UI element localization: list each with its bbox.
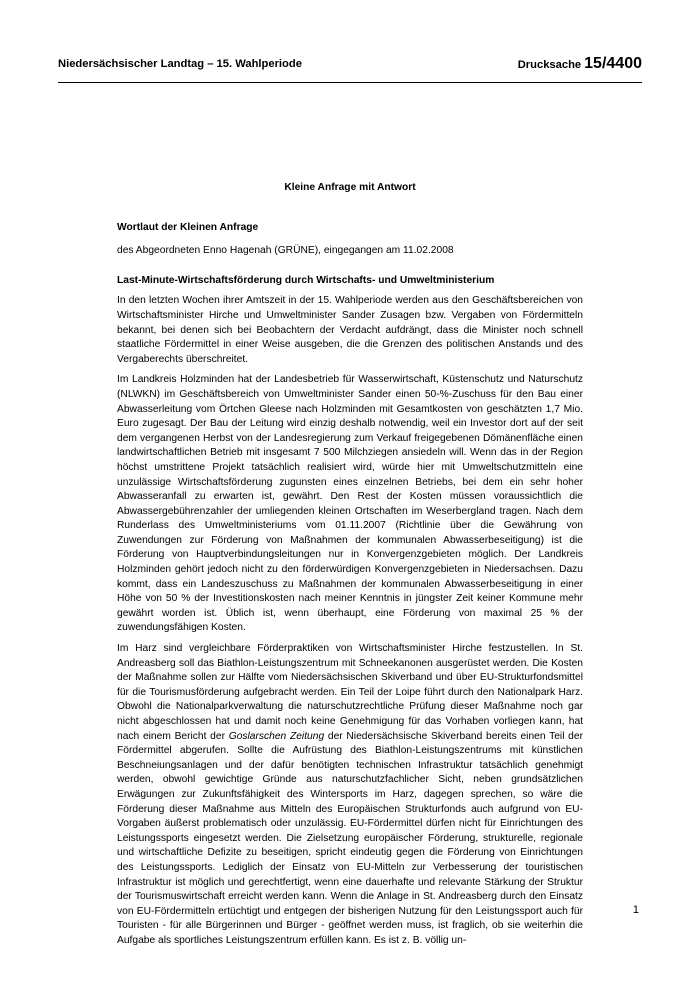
document-body	[117, 181, 583, 955]
document-type: Kleine Anfrage mit Antwort	[284, 182, 416, 193]
header-rule	[58, 82, 642, 83]
document-reference	[518, 55, 642, 73]
page-number: 1	[632, 904, 639, 916]
paragraph-3	[117, 642, 583, 948]
document-label: Drucksache	[517, 59, 582, 71]
paragraph-2: Im Landkreis Holzminden hat der Landesbetrieb für Wasserwirtschaft, Küstenschutz und Naturschutz (NLWKN) im Geschäftsbereich von Umweltminister Sander einen 50-%-Zuschuss für den Bau einer Abwasserleitung vom Örtchen Gleese nach Holzminden mit Gesamtkosten von geschätzten 1,7 Mio. Euro zugesagt. Der Bau der Leitung wird einzig deshalb notwendig, weil ein Investor dort auf der seit dem vergangenen Herbst von der Landesregierung zum Verkauf freigegebenen Dömänenfläche einen landwirtschaftlichen Betrieb mit insgesamt 7 500 Milchziegen ansiedeln will. Wenn das in der Region höchst umstrittene Projekt tatsächlich realisiert wird, würde hier mit Umweltschutzmitteln eine unzulässige Wirtschaftsförderung zugunsten eines einzelnen Betriebs, bei dem ein sehr hoher Abwasseranfall zu erwarten ist, gewährt. Den Rest der Kosten müssen voraussichtlich die Abwassergebührenzahler der umliegenden kleinen Ortschaften im Weserbergland tragen. Nach dem Runderlass des Umweltministeriums vom 01.11.2007 (Richtlinie über die Gewährung von Zuwendungen zur Förderung von Maßnahmen der kommunalen Abwasserbeseitigung) ist die Förderung von Hauptverbindungsleitungen nur in Konvergenzgebieten möglich. Der Landkreis Holzminden gehört jedoch nicht zu den förderwürdigen Konvergenzgebieten in Niedersachsen. Dazu kommt, dass ein Landeszuschuss zu Maßnahmen der kommunalen Abwasserbeseitigung in einer Höhe von 50 % der Investitionskosten nach meiner Kenntnis in jüngster Zeit keiner Kommune mehr gewährt worden ist. Üblich ist, wenn überhaupt, eine Förderung von maximal 25 % der zuwendungsfähigen Kosten.	[117, 374, 583, 634]
document-number: 15/4400	[584, 55, 642, 72]
paragraph-1: In den letzten Wochen ihrer Amtszeit in der 15. Wahlperiode werden aus den Geschäftsbereichen von Wirtschaftsminister Hirche und Umweltminister Sander Zusagen bzw. Vergaben von Fördermitteln bekannt, bei denen sich bei Beobachtern der Verdacht aufdrängt, dass die Minister noch schnell staatliche Fördermittel in einer Weise ausgeben, die die Grenzen des politischen Anstands und des Vergaberechts überschreitet.	[117, 295, 583, 365]
submission-info: des Abgeordneten Enno Hagenah (GRÜNE), eingegangen am 11.02.2008	[117, 245, 454, 257]
paragraph-3-part-a: Im Harz sind vergleichbare Förderpraktiken von Wirtschaftsminister Hirche festzustellen. In St. Andreasberg soll das Biathlon-Leistungszentrum mit Schneekanonen ausgerüstet werden. Die Kosten der Maßnahme sollen zur Hälfte vom Niedersächsischen Skiverband und über EU-Strukturfondsmittel für die Tourismusförderung aufgebracht werden. Ein Teil der Loipe führt durch den Nationalpark Harz. Obwohl die Nationalparkverwaltung die naturschutzrechtliche Prüfung dieser Maßnahme noch gar nicht abgeschlossen hat und damit noch keine Genehmigung für das Vorhaben vorliegen kann, hat nach einem Bericht der	[117, 643, 583, 742]
newspaper-name: Goslarschen Zeitung	[228, 730, 325, 742]
parliament-label: Niedersächsischer Landtag – 15. Wahlperiode	[58, 58, 302, 70]
section-heading: Wortlaut der Kleinen Anfrage	[117, 221, 259, 233]
inquiry-title: Last-Minute-Wirtschaftsförderung durch Wirtschafts- und Umweltministerium	[117, 274, 495, 286]
page-header	[58, 54, 642, 76]
paragraph-3-part-b: der Niedersächsische Skiverband bereits einen Teil der Fördermittel abgerufen. Sollte die Aufrüstung des Biathlon-Leistungszentrums mit künstlichen Beschneiungsanlagen und der dafür benötigten technischen Infrastruktur tatsächlich genehmigt werden, obwohl gewichtige Gründe aus naturschutzfachlicher Sicht, neben grundsätzlichen Erwägungen zur Zukunftsfähigkeit des Wintersports im Harz, dagegen sprechen, so wäre die Förderung dieser Maßnahme aus Mitteln des Europäischen Strukturfonds auch aufgrund von EU-Vorgaben äußerst problematisch oder unzulässig. EU-Fördermittel dürfen nicht für Einrichtungen des Leistungssports eingesetzt werden. Die Zielsetzung europäischer Förderung, strukturelle, regionale und wirtschaftliche Defizite zu beseitigen, spricht eindeutig gegen die Förderung von Einrichtungen des Leistungssports. Lediglich der Einsatz von EU-Mitteln zur Verbesserung der touristischen Infrastruktur ist möglich und gerechtfertigt, wenn eine dauerhafte und relevante Stärkung der Struktur der Tourismuswirtschaft erreicht werden kann. Wenn die Anlage in St. Andreasberg durch den Einsatz von EU-Fördermitteln ertüchtigt und entgegen der bisherigen Nutzung für den Leistungssport auch für Touristen - für alle Bürgerinnen und Bürger - geöffnet werden muss, ist fraglich, ob sie weiterhin die Aufgabe als sportliches Leistungszentrum erfüllen kann. Es ist z. B. völlig un-	[117, 730, 583, 946]
